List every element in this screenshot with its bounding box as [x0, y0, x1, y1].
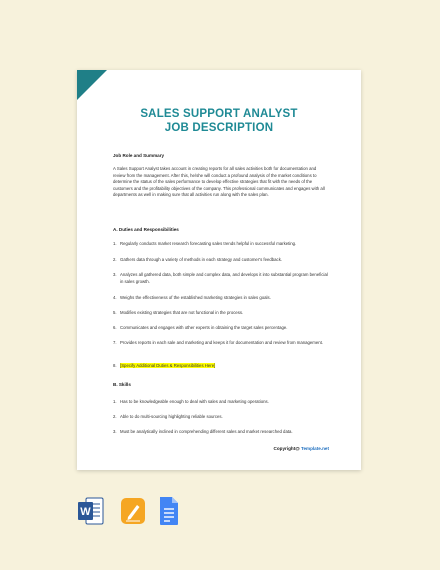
list-item — [113, 241, 330, 248]
section-heading-role: Job Role and Summary — [113, 153, 165, 158]
item-number: 8. — [113, 363, 117, 368]
list-item — [113, 429, 330, 436]
copyright-link[interactable]: Template.net — [301, 446, 329, 451]
copyright-prefix: Copyright@ — [273, 446, 301, 451]
item-number: 2. — [113, 414, 117, 419]
item-number: 6. — [113, 325, 117, 330]
pages-icon[interactable] — [120, 496, 146, 531]
item-text: Able to do multi-sourcing highlighting reliable sources. — [120, 414, 223, 419]
list-item — [113, 340, 330, 347]
list-item — [113, 414, 330, 421]
highlighted-placeholder: [Specify Additional Duties & Responsibilities Here] — [120, 363, 216, 368]
item-text: Gathers data through a variety of methods in each strategy and customer's feedback. — [120, 257, 283, 262]
item-text: Analyzes all gathered data, both simple and complex data, and develops it into substantial program beneficial in sales growth. — [120, 272, 328, 284]
corner-ribbon — [77, 70, 107, 100]
item-number: 1. — [113, 399, 117, 404]
item-number: 3. — [113, 429, 117, 434]
google-docs-icon[interactable] — [158, 496, 180, 531]
item-text: Weighs the effectiveness of the established marketing strategies in sales goals. — [120, 295, 271, 300]
item-number: 2. — [113, 257, 117, 262]
word-icon[interactable] — [78, 496, 104, 531]
list-item — [113, 257, 330, 264]
item-text: Modifies existing strategies that are not functional in the process. — [120, 310, 244, 315]
document-subtitle: JOB DESCRIPTION — [164, 122, 274, 134]
list-item — [113, 363, 330, 370]
document-title: SALES SUPPORT ANALYST — [140, 108, 298, 120]
document-page — [77, 70, 361, 470]
list-item — [113, 272, 330, 285]
list-item — [113, 310, 330, 317]
list-item — [113, 295, 330, 302]
item-number: 4. — [113, 295, 117, 300]
item-number: 7. — [113, 340, 117, 345]
copyright-line — [274, 446, 329, 451]
item-text: Regularly conducts market research forecasting sales trends helpful in successful marketing. — [120, 241, 297, 246]
item-text: Has to be knowledgeable enough to deal with sales and marketing operations. — [120, 399, 269, 404]
item-number: 1. — [113, 241, 117, 246]
word-icon-letter: W — [80, 506, 91, 518]
list-item — [113, 325, 330, 332]
item-text: Must be analytically inclined in comprehending different sales and market researched data. — [120, 429, 293, 434]
list-item — [113, 399, 330, 406]
item-text: Communicates and engages with other experts in obtaining the target sales percentage. — [120, 325, 288, 330]
item-number: 3. — [113, 272, 117, 277]
item-number: 5. — [113, 310, 117, 315]
item-text: Provides reports in each sale and marketing and keeps it for documentation and review from management. — [120, 340, 324, 345]
summary-paragraph: A Sales Support Analyst takes account in creating reports for all sales activities both for documentation and review from the management. After this, he/she will conduct a profound analysis of the market conditions to determine the status of the sales performance to develop effective strategies that fit with the needs of the customers and the profitability objectives of the company. This professional communicates and engages with all departments as well in making sure that all activities run along with the sales plan. — [113, 166, 325, 198]
section-heading-duties: A. Duties and Responsibilities — [113, 227, 179, 232]
section-heading-skills: B. Skills — [113, 382, 131, 387]
